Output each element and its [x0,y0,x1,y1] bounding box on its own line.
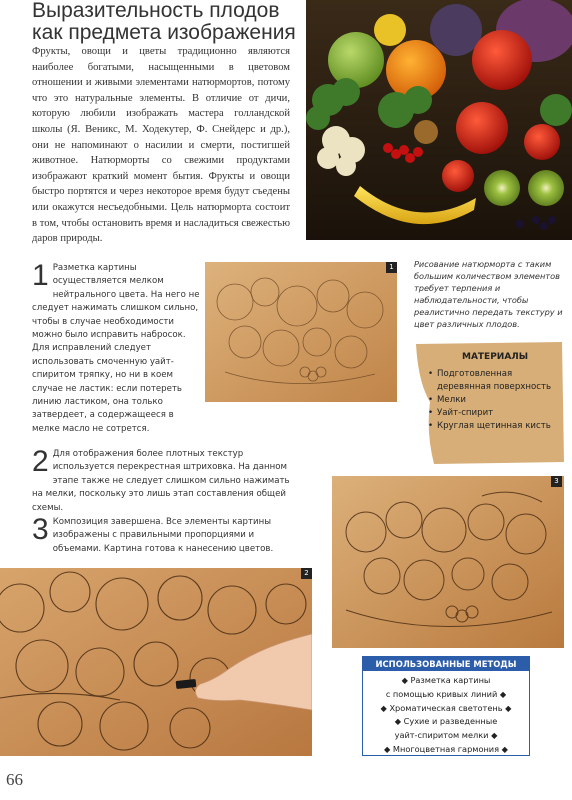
step-1-text: Разметка картины осуществляется мелком нейтрального цвета. На него не следует нажимать слишком сильно, чтобы в случае необходимости можно было исправить набросок. Для исправлений следует использовать смоченную уайт-спиритом тряпку, но ни в коем случае не ластик: если потереть линию ластиком, она только затвердеет, а содержащееся в мелке масло не сотрется. [32,263,200,434]
sketch-step-1-image [205,262,397,402]
methods-item: ◆ Разметка картины [401,675,491,685]
methods-item: уайт-спиритом мелки ◆ [394,730,498,741]
materials-item: • Уайт-спирит [428,407,560,420]
materials-box [404,342,564,464]
page-number: 66 [6,770,23,789]
materials-item: • Подготовленная деревянная поверхность [428,368,560,394]
methods-box [362,656,530,756]
materials-title: МАТЕРИАЛЫ [462,352,529,362]
methods-title: ИСПОЛЬЗОВАННЫЕ МЕТОДЫ [363,657,529,671]
materials-item: • Круглая щетинная кисть [428,420,560,433]
methods-item: ◆ Сухие и разведенные [394,716,498,727]
methods-item: ◆ Многоцветная гармония ◆ [384,743,508,754]
still-life-photo [306,0,572,240]
step-3-number: 3 [32,513,49,546]
methods-item: с помощью кривых линий ◆ [385,688,507,699]
sketch-step-2-image [0,568,312,756]
step-2-number: 2 [32,445,49,478]
materials-list [428,368,560,433]
figure-marker-3: 3 [551,476,562,487]
article-intro: Фрукты, овощи и цветы традиционно являются наиболее богатыми, насыщенными в цветовом отношении и живыми элементами натюрмортов, потому что это натуральные элементы. В отличие от дичи, которую любили изображать мастера голландской школы (Я. Веникс, М. Ходекутер, Ф. Снейдерс и др.), они не напоминают о насилии и смерти, постигшей животное. Натюрморты со свежими продуктами изображают краткий момент бытия. Фрукты и овощи быстро портятся и через некоторое время будут съедены или окажутся несъедобными. Цель натюрморта состоит в том, чтобы остановить время и насладиться свежестью даров природы. [32,46,290,245]
step-1-number: 1 [32,259,49,292]
step-3 [32,513,300,556]
figure-caption: Рисование натюрморта с таким большим количеством элементов требует терпения и наблюдательности, чтобы реалистично передать текстуру и цвет различных плодов. [414,259,563,329]
sketch-step-3-image [332,476,564,648]
step-1 [32,259,200,436]
step-2-text: Для отображения более плотных текстур используется перекрестная штриховка. На данном этапе также не следует слишком сильно нажимать на мелки, поскольку это лишь этап составления общей схемы. [32,449,290,513]
figure-marker-1: 1 [386,262,397,273]
step-2 [32,445,300,515]
methods-list [363,671,529,757]
figure-marker-2: 2 [301,568,312,579]
step-3-text: Композиция завершена. Все элементы картины изображены с правильными пропорциями и объемами. Картина готова к нанесению цветов. [52,517,274,554]
article-title: Выразительность плодов как предмета изображения [32,0,296,44]
materials-item: • Мелки [428,394,560,407]
methods-item: ◆ Хроматическая светотень ◆ [380,702,512,713]
